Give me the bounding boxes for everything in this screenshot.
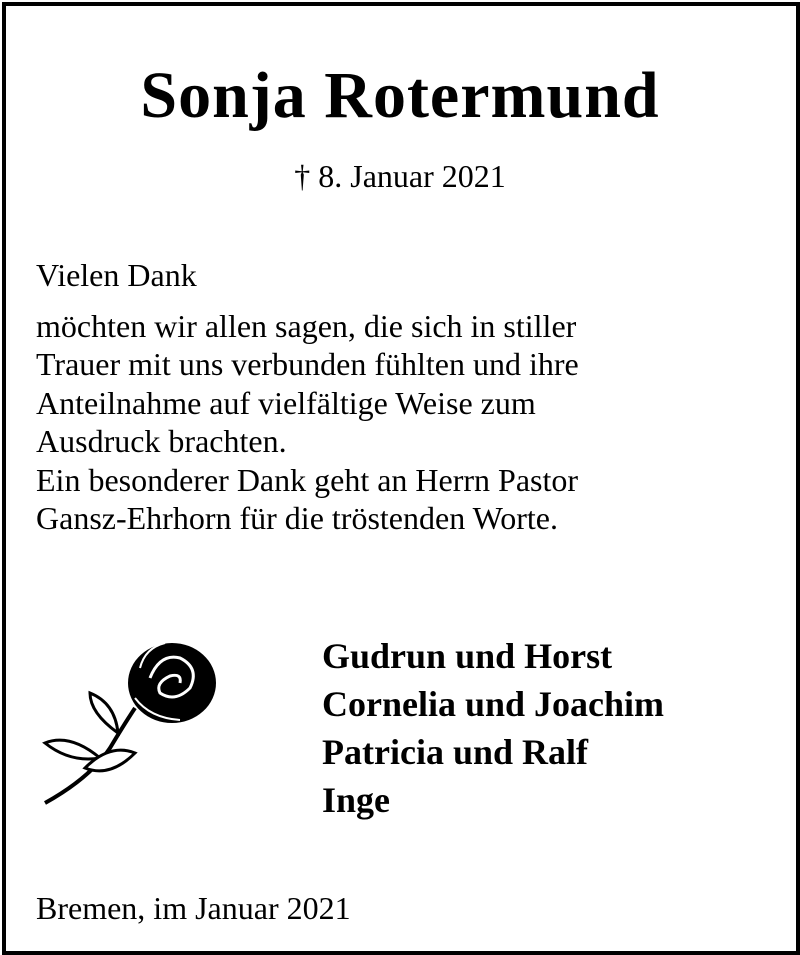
mourner-name: Cornelia und Joachim	[322, 684, 665, 724]
mourners-list	[322, 632, 664, 824]
mourner-name: Gudrun und Horst	[322, 636, 613, 676]
mourner-name: Inge	[322, 780, 391, 820]
thank-you-text	[36, 256, 579, 538]
text-line: Gansz-Ehrhorn für die tröstenden Worte.	[36, 500, 558, 536]
death-date: † 8. Januar 2021	[294, 158, 506, 194]
text-line: möchten wir allen sagen, die sich in stiller	[36, 307, 577, 344]
place-date: Bremen, im Januar 2021	[36, 890, 351, 926]
text-line: Ausdruck brachten.	[36, 423, 287, 459]
text-line: Trauer mit uns verbunden fühlten und ihre	[36, 346, 579, 382]
rose-icon	[40, 638, 220, 808]
text-line: Ein besonderer Dank geht an Herrn Pastor	[36, 461, 579, 498]
mourner-name: Patricia und Ralf	[322, 732, 588, 772]
text-line: Vielen Dank	[36, 257, 197, 293]
deceased-name: Sonja Rotermund	[140, 59, 660, 132]
text-line: Anteilnahme auf vielfältige Weise zum	[36, 384, 536, 421]
